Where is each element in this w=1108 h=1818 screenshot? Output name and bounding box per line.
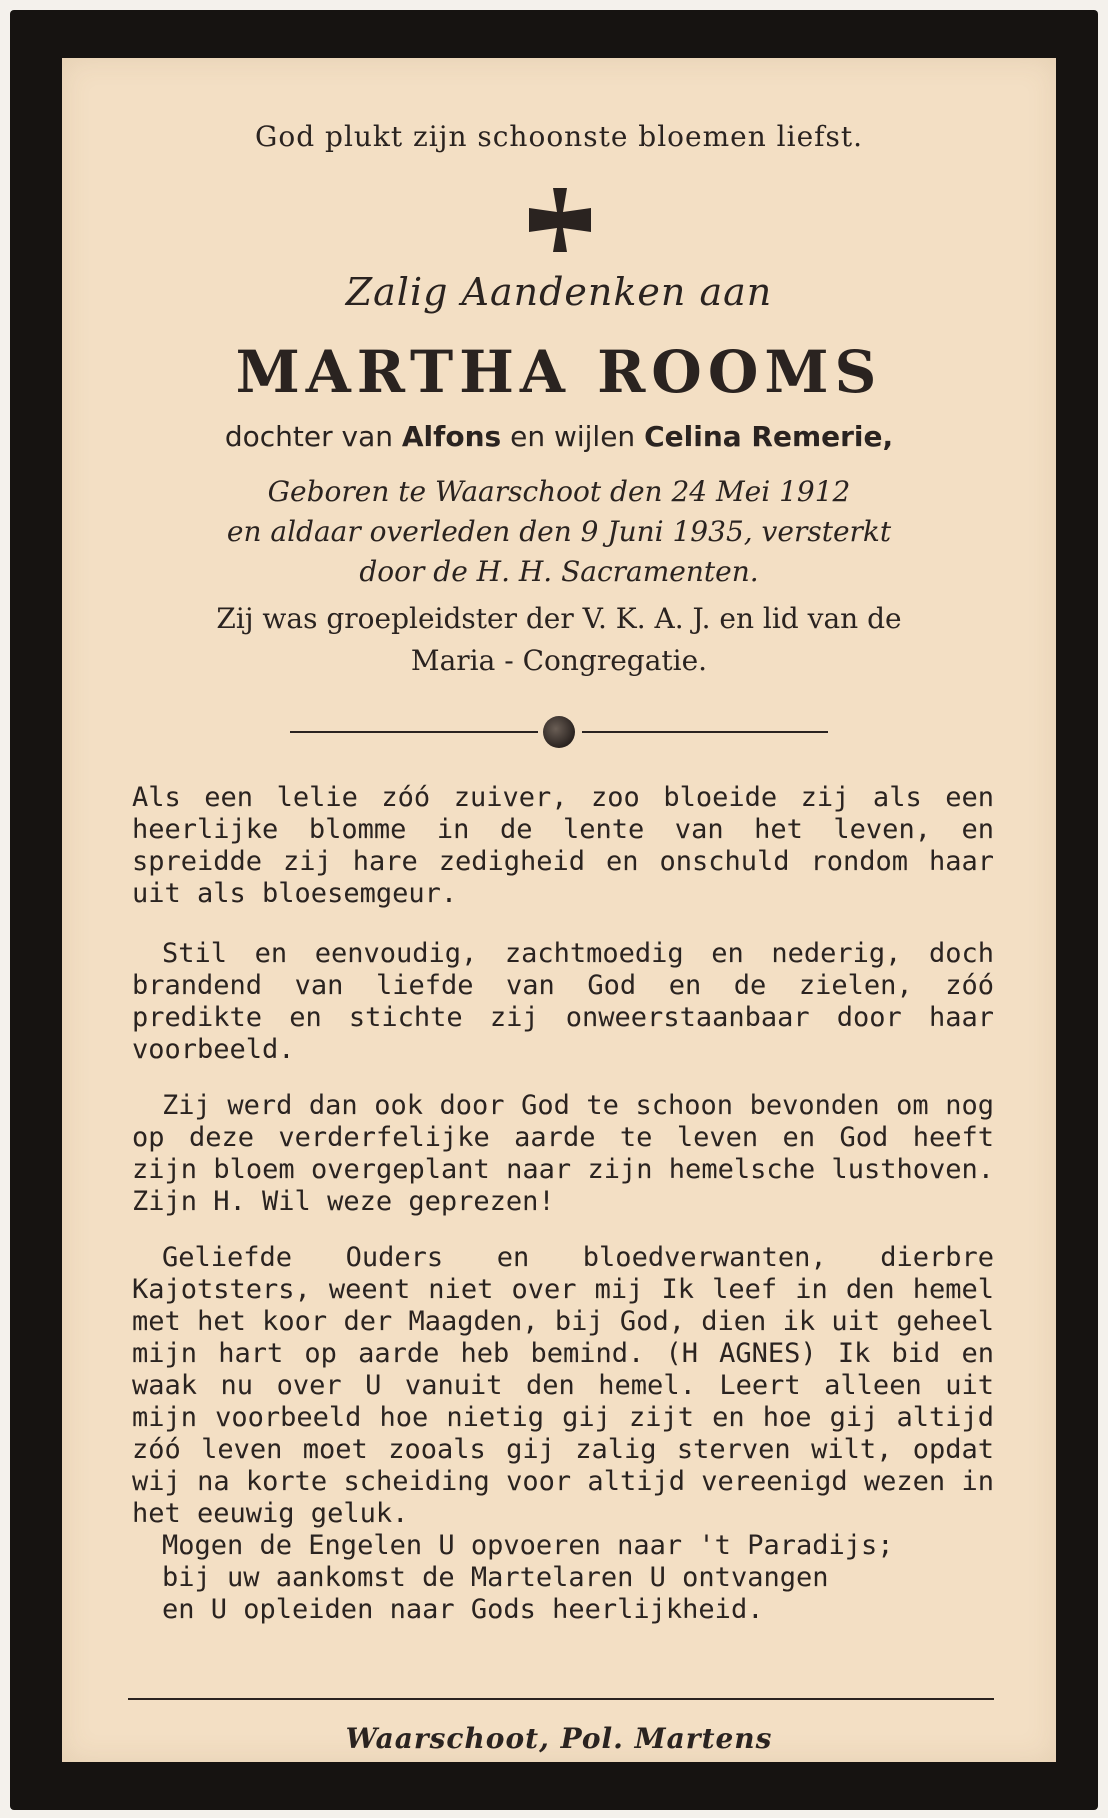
deceased-name: MARTHA ROOMS bbox=[235, 338, 883, 406]
sacraments-line: door de H. H. Sacramenten. bbox=[359, 555, 759, 588]
birth-death-block bbox=[62, 472, 1056, 592]
father-name: Alfons bbox=[401, 420, 502, 453]
congregation-line: Maria - Congregatie. bbox=[410, 644, 708, 677]
paragraph-farewell: Geliefde Ouders en bloedverwanten, dierbre Kajotsters, weent niet over mij Ik leef in den hemel met het koor der Maagden, bij God, dien ik uit geheel mijn hart op aarde heb bemind. (H AGNES) Ik bid en waak nu over U vanuit den hemel. Leert alleen uit mijn voorbeeld hoe nietig gij zijt en hoe gij altijd zóó leven moet zooals gij zalig sterven wilt, opdat wij na korte scheiding voor altijd vereenigd wezen in het eeuwig geluk. bbox=[132, 1242, 994, 1529]
closing-line: en U opleiden naar Gods heerlijkheid. bbox=[162, 1594, 764, 1625]
birth-line: Geboren te Waarschoot den 24 Mei 1912 bbox=[267, 475, 851, 508]
closing-line: bij uw aankomst de Martelaren U ontvangen bbox=[162, 1562, 829, 1593]
motto: God plukt zijn schoonste bloemen liefst. bbox=[254, 120, 864, 153]
paragraph-lily: Als een lelie zóó zuiver, zoo bloeide zij als een heerlijke blomme in de lente van het leven, en spreidde zij hare zedigheid en onschuld rondom haar uit als bloesemgeur. bbox=[132, 782, 994, 909]
subtitle: Zalig Aandenken aan bbox=[345, 270, 773, 314]
printer-credit: Waarschoot, Pol. Martens bbox=[345, 1722, 773, 1755]
divider-left bbox=[290, 731, 538, 733]
ornament-dot-icon bbox=[543, 716, 575, 748]
footer-divider bbox=[128, 1698, 994, 1700]
parents-prefix: dochter van bbox=[224, 420, 393, 453]
divider-right bbox=[582, 731, 828, 733]
parents-middle: en wijlen bbox=[510, 420, 636, 453]
parents-line bbox=[62, 420, 1056, 453]
closing-line: Mogen de Engelen U opvoeren naar 't Paradijs; bbox=[162, 1530, 894, 1561]
cross-pattee-icon bbox=[529, 188, 591, 252]
closing-prayer bbox=[162, 1530, 962, 1626]
membership-block bbox=[62, 598, 1056, 682]
death-line: en aldaar overleden den 9 Juni 1935, versterkt bbox=[226, 515, 892, 548]
paragraph-transplanted: Zij werd dan ook door God te schoon bevonden om nog op deze verderfelijke aarde te leven en God heeft zijn bloem overgeplant naar zijn hemelsche lusthoven. Zijn H. Wil weze geprezen! bbox=[132, 1090, 994, 1217]
memorial-card-paper bbox=[62, 58, 1056, 1762]
membership-line: Zij was groepleidster der V. K. A. J. en lid van de bbox=[216, 602, 902, 635]
mother-name: Celina Remerie, bbox=[644, 420, 894, 453]
paragraph-humble: Stil en eenvoudig, zachtmoedig en nederig, doch brandend van liefde van God en de zielen, zóó predikte en stichte zij onweerstaanbaar door haar voorbeeld. bbox=[132, 938, 994, 1065]
memorial-card-border bbox=[10, 10, 1098, 1810]
